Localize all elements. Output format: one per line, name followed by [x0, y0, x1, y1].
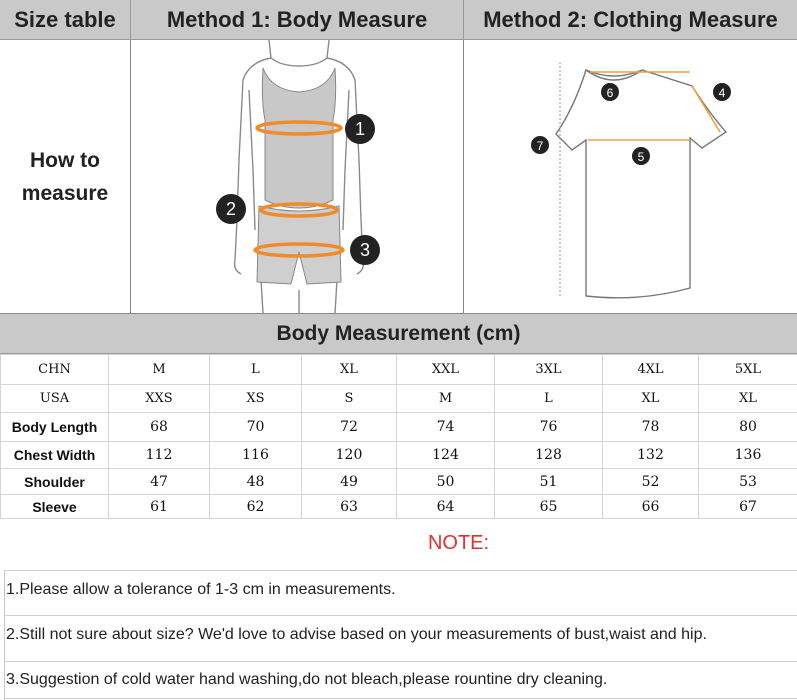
- table-cell: M: [397, 385, 495, 413]
- note-title: NOTE:: [427, 532, 490, 554]
- table-row: [1, 385, 797, 413]
- note-line-2: 2.Still not sure about size? We'd love to advise based on your measurements of bust,waist and hip.: [4, 615, 797, 653]
- row-label: Chest Width: [1, 442, 109, 469]
- body-illustration: [131, 40, 463, 313]
- note-line-3: 3.Suggestion of cold water hand washing,do not bleach,please rountine dry cleaning.: [4, 661, 797, 699]
- table-cell: L: [495, 385, 603, 413]
- table-cell: 64: [397, 495, 495, 519]
- table-cell: 128: [495, 442, 603, 469]
- table-cell: 68: [109, 413, 210, 442]
- table-cell: 80: [699, 413, 797, 442]
- table-cell: 67: [699, 495, 797, 519]
- table-cell: L: [210, 355, 302, 385]
- table-cell: 53: [699, 469, 797, 495]
- marker-6: 6: [606, 86, 614, 100]
- table-cell: 66: [603, 495, 699, 519]
- how-to-measure-label: [22, 144, 108, 210]
- marker-1: 1: [354, 119, 366, 139]
- table-cell: XL: [699, 385, 797, 413]
- table-cell: 78: [603, 413, 699, 442]
- table-cell: 74: [397, 413, 495, 442]
- table-cell: M: [109, 355, 210, 385]
- table-cell: XXL: [397, 355, 495, 385]
- size-table: [0, 354, 797, 519]
- table-row: [1, 469, 797, 495]
- header-size-table: Size table: [0, 0, 131, 40]
- row-label: CHN: [1, 355, 109, 385]
- table-cell: 132: [603, 442, 699, 469]
- table-cell: 52: [603, 469, 699, 495]
- table-cell: 112: [109, 442, 210, 469]
- table-cell: 3XL: [495, 355, 603, 385]
- table-cell: 5XL: [699, 355, 797, 385]
- table-cell: 72: [302, 413, 397, 442]
- table-cell: 136: [699, 442, 797, 469]
- table-cell: 50: [397, 469, 495, 495]
- note-area: [0, 520, 797, 700]
- how-to-line2: measure: [21, 181, 109, 205]
- note-line-1: 1.Please allow a tolerance of 1-3 cm in measurements.: [4, 570, 797, 608]
- table-cell: 70: [210, 413, 302, 442]
- table-cell: XXS: [109, 385, 210, 413]
- table-cell: 63: [302, 495, 397, 519]
- table-cell: 76: [495, 413, 603, 442]
- table-cell: 120: [302, 442, 397, 469]
- marker-3: 3: [359, 240, 371, 260]
- table-row: [1, 442, 797, 469]
- clothing-measure-cell: [464, 40, 797, 314]
- table-row: [1, 355, 797, 385]
- table-cell: XS: [210, 385, 302, 413]
- marker-2: 2: [225, 199, 237, 219]
- body-measure-cell: [131, 40, 464, 314]
- header-body-measure: Method 1: Body Measure: [131, 0, 464, 40]
- table-cell: 65: [495, 495, 603, 519]
- table-cell: 124: [397, 442, 495, 469]
- table-cell: 48: [210, 469, 302, 495]
- header-clothing-measure: Method 2: Clothing Measure: [464, 0, 797, 40]
- table-cell: 4XL: [603, 355, 699, 385]
- table-row: [1, 495, 797, 519]
- row-label: USA: [1, 385, 109, 413]
- table-cell: 49: [302, 469, 397, 495]
- table-row: [1, 413, 797, 442]
- marker-5: 5: [637, 150, 645, 164]
- tshirt-illustration: [464, 40, 797, 313]
- how-to-line1: How to: [30, 148, 100, 172]
- row-label: Body Length: [1, 413, 109, 442]
- table-cell: 62: [210, 495, 302, 519]
- table-cell: 47: [109, 469, 210, 495]
- table-cell: XL: [603, 385, 699, 413]
- section-title: Body Measurement (cm): [0, 314, 797, 354]
- table-cell: 61: [109, 495, 210, 519]
- table-cell: 116: [210, 442, 302, 469]
- marker-7: 7: [536, 139, 544, 153]
- row-label: Sleeve: [1, 495, 109, 519]
- row-label: Shoulder: [1, 469, 109, 495]
- table-cell: 51: [495, 469, 603, 495]
- how-to-measure-cell: [0, 40, 131, 314]
- table-cell: S: [302, 385, 397, 413]
- table-cell: XL: [302, 355, 397, 385]
- marker-4: 4: [718, 86, 726, 100]
